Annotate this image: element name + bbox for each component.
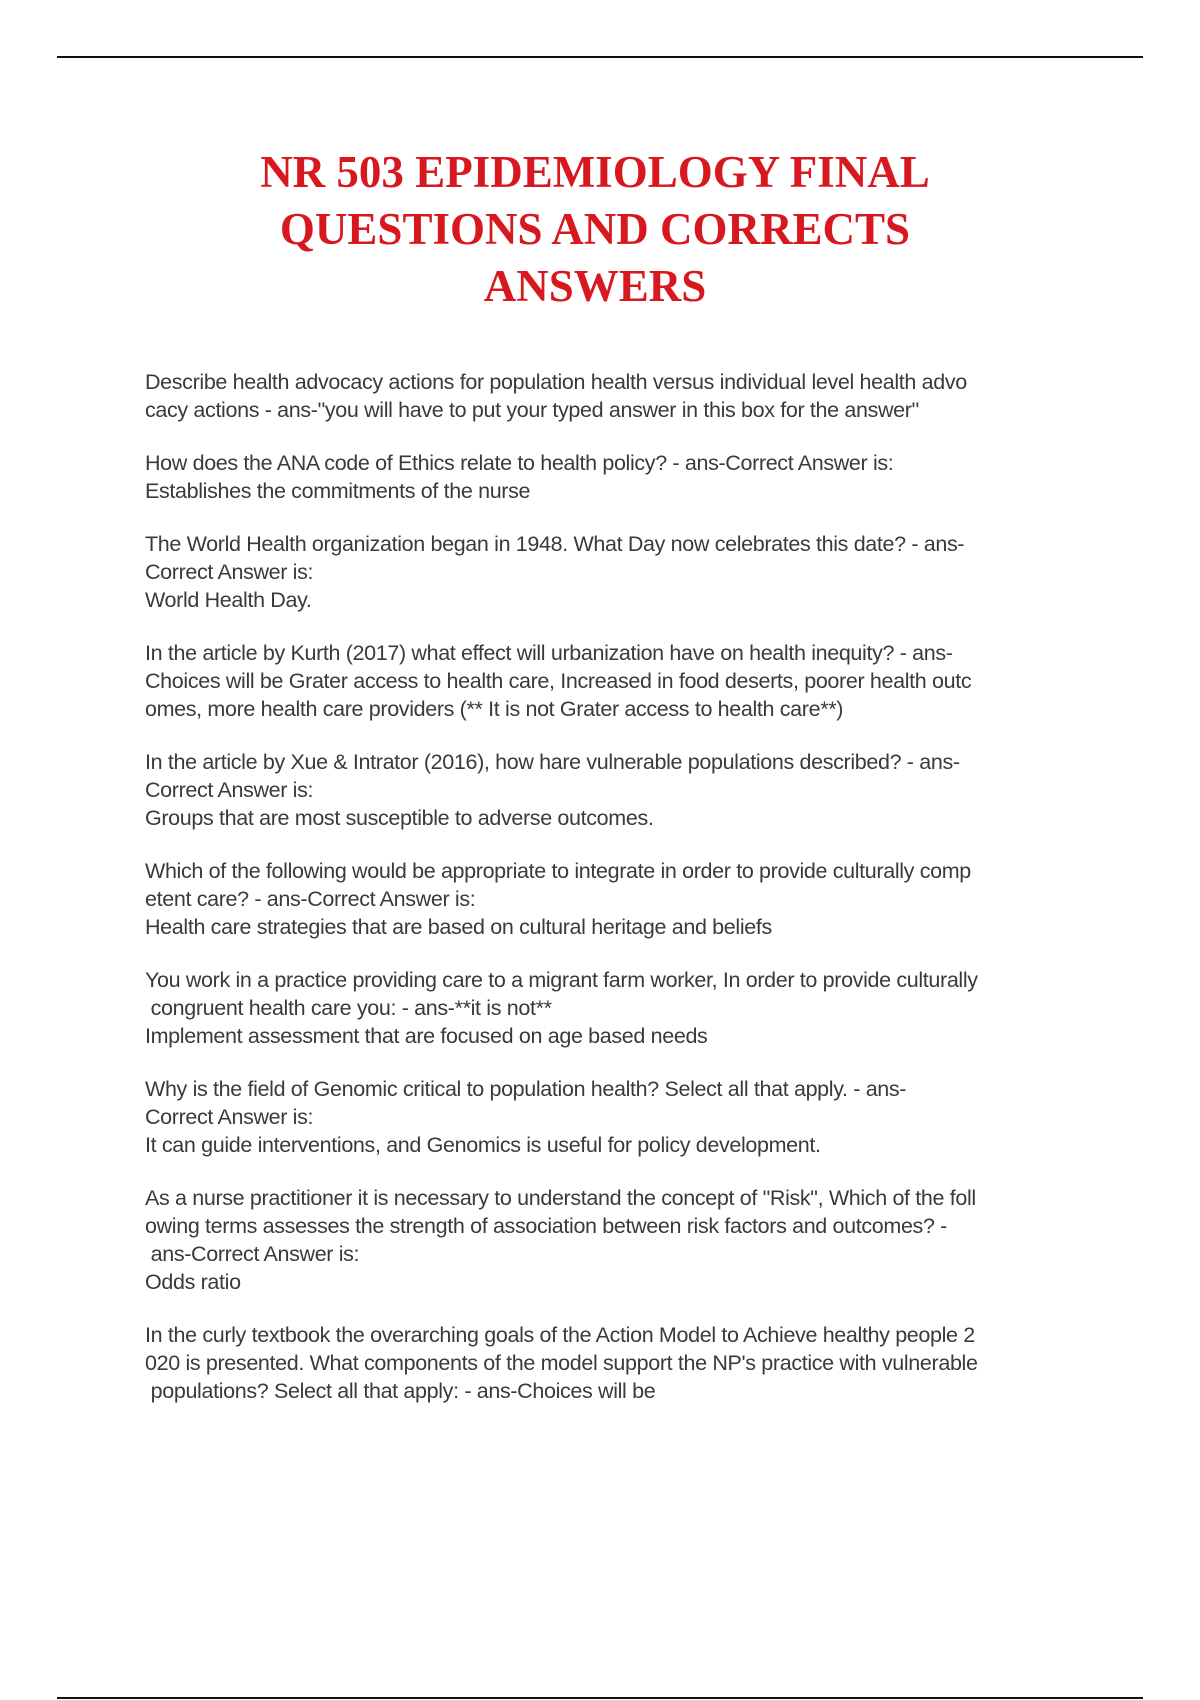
qa-line: Correct Answer is: xyxy=(145,1105,314,1129)
qa-item xyxy=(145,1075,1105,1159)
qa-item xyxy=(145,530,1105,614)
qa-line: The World Health organization began in 1948. What Day now celebrates this date? - ans- xyxy=(145,532,965,556)
title-line-2: QUESTIONS AND CORRECTS xyxy=(279,204,911,254)
qa-item xyxy=(145,748,1105,832)
qa-line: In the article by Xue & Intrator (2016), how hare vulnerable populations described? - ans- xyxy=(145,750,960,774)
qa-line: populations? Select all that apply: - ans-Choices will be xyxy=(145,1379,656,1403)
qa-line: World Health Day. xyxy=(145,588,312,612)
qa-line: cacy actions - ans-"you will have to put your typed answer in this box for the answer" xyxy=(145,398,919,422)
title-line-1: NR 503 EPIDEMIOLOGY FINAL xyxy=(260,147,930,197)
qa-line: In the curly textbook the overarching goals of the Action Model to Achieve healthy people 2 xyxy=(145,1323,975,1347)
qa-line: Describe health advocacy actions for population health versus individual level health advo xyxy=(145,370,967,394)
qa-line: Establishes the commitments of the nurse xyxy=(145,479,531,503)
qa-line: Correct Answer is: xyxy=(145,560,314,584)
qa-line: As a nurse practitioner it is necessary to understand the concept of "Risk", Which of the foll xyxy=(145,1186,976,1210)
qa-line: Why is the field of Genomic critical to population health? Select all that apply. - ans- xyxy=(145,1077,907,1101)
qa-line: congruent health care you: - ans-**it is not** xyxy=(145,996,552,1020)
qa-item xyxy=(145,368,1105,424)
qa-item xyxy=(145,1321,1105,1405)
qa-line: In the article by Kurth (2017) what effect will urbanization have on health inequity? - ans- xyxy=(145,641,953,665)
qa-line: Choices will be Grater access to health care, Increased in food deserts, poorer health outc xyxy=(145,669,972,693)
qa-line: Correct Answer is: xyxy=(145,778,314,802)
qa-line: It can guide interventions, and Genomics is useful for policy development. xyxy=(145,1133,821,1157)
top-rule xyxy=(57,56,1143,58)
qa-line: Which of the following would be appropriate to integrate in order to provide culturally comp xyxy=(145,859,971,883)
title-line-3: ANSWERS xyxy=(483,261,707,311)
qa-item xyxy=(145,1184,1105,1296)
qa-line: Health care strategies that are based on cultural heritage and beliefs xyxy=(145,915,772,939)
qa-line: omes, more health care providers (** It is not Grater access to health care**) xyxy=(145,697,844,721)
document-title xyxy=(150,144,1040,315)
qa-line: How does the ANA code of Ethics relate to health policy? - ans-Correct Answer is: xyxy=(145,451,894,475)
qa-item xyxy=(145,639,1105,723)
qa-line: ans-Correct Answer is: xyxy=(145,1242,360,1266)
qa-line: Odds ratio xyxy=(145,1270,241,1294)
qa-item xyxy=(145,966,1105,1050)
bottom-rule xyxy=(57,1697,1143,1699)
qa-line: etent care? - ans-Correct Answer is: xyxy=(145,887,476,911)
question-answer-list xyxy=(145,368,1105,1430)
qa-line: owing terms assesses the strength of association between risk factors and outcomes? - xyxy=(145,1214,947,1238)
qa-line: 020 is presented. What components of the model support the NP's practice with vulnerable xyxy=(145,1351,978,1375)
qa-item xyxy=(145,449,1105,505)
qa-item xyxy=(145,857,1105,941)
qa-line: Implement assessment that are focused on age based needs xyxy=(145,1024,708,1048)
qa-line: Groups that are most susceptible to adverse outcomes. xyxy=(145,806,654,830)
qa-line: You work in a practice providing care to a migrant farm worker, In order to provide culturally xyxy=(145,968,978,992)
